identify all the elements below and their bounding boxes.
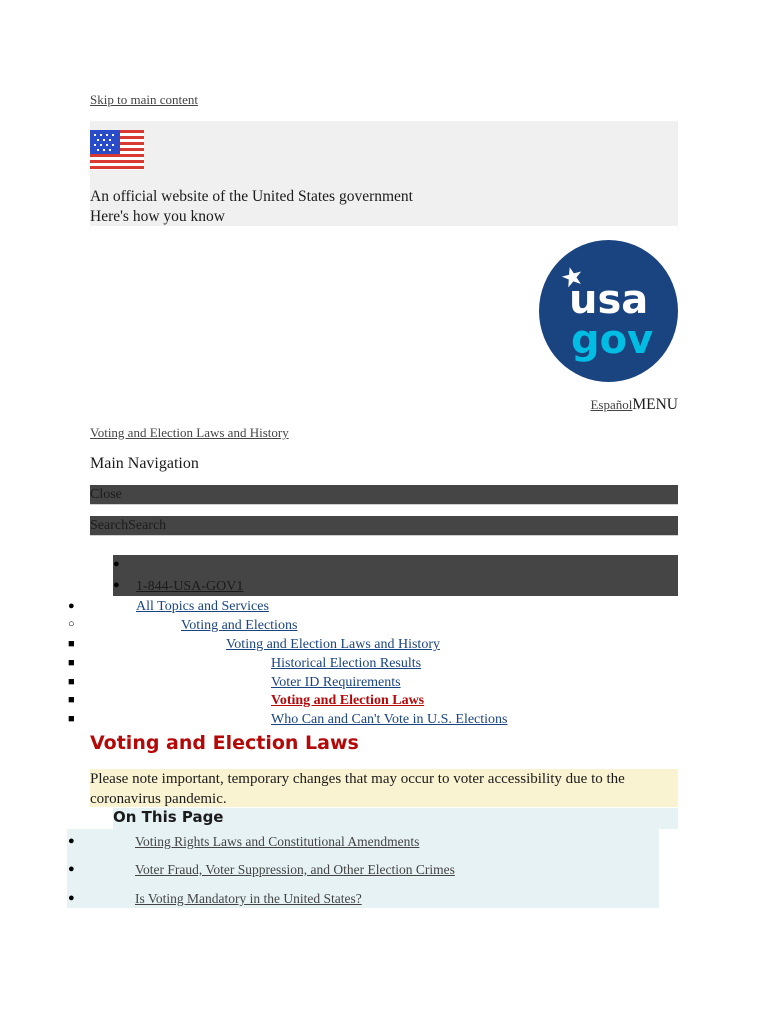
list-bullet: ■ [68,713,75,725]
nav-who-can-vote[interactable]: Who Can and Can't Vote in U.S. Elections [271,712,508,727]
logo-gov-text: gov [571,317,654,363]
nav-voting-and-elections[interactable]: Voting and Elections [181,618,298,633]
official-site-text: An official website of the United States government [90,188,413,205]
page-title: Voting and Election Laws [90,732,359,754]
search-button[interactable]: SearchSearch [90,516,678,535]
header-links [590,396,678,414]
list-bullet: ■ [68,676,75,688]
toc-link-voter-fraud[interactable]: Voter Fraud, Voter Suppression, and Other Election Crimes [135,862,455,877]
on-this-page-heading: On This Page [113,808,678,829]
list-bullet: ● [113,579,120,591]
gov-banner [90,121,678,226]
phone-link[interactable]: 1-844-USA-GOV1 [136,579,244,594]
menu-button[interactable]: MENU [632,396,678,413]
list-bullet: ● [68,892,75,904]
nav-historical-results[interactable]: Historical Election Results [271,656,422,671]
usagov-logo-mark [539,240,678,382]
toc-link-voting-rights[interactable]: Voting Rights Laws and Constitutional Amendments [135,834,420,849]
divider [90,535,678,536]
breadcrumb[interactable]: Voting and Election Laws and History [90,425,289,440]
main-navigation-heading: Main Navigation [90,455,199,472]
divider [90,504,678,505]
nav-all-topics[interactable]: All Topics and Services [136,599,269,614]
nav-voting-laws-history[interactable]: Voting and Election Laws and History [226,637,440,652]
logo-usa-text: usa [569,277,649,323]
usagov-logo[interactable] [539,240,678,382]
skip-to-main-link[interactable]: Skip to main content [90,92,198,107]
close-button[interactable]: Close [90,485,678,504]
list-bullet: ■ [68,694,75,706]
on-this-page-list [67,829,659,908]
nav-voting-election-laws-current[interactable]: Voting and Election Laws [271,693,425,708]
list-bullet: ■ [68,657,75,669]
nav-voter-id[interactable]: Voter ID Requirements [271,675,401,690]
list-bullet: ● [68,863,75,875]
covid-notice: Please note important, temporary changes that may occur to voter accessibility due to the coronavirus pandemic. [90,769,678,807]
espanol-link[interactable]: Español [590,397,633,412]
list-bullet: ● [68,600,75,612]
banner-text [90,187,413,227]
us-flag-icon [90,130,144,170]
list-bullet: ● [68,835,75,847]
list-bullet: ● [113,558,120,570]
how-you-know-text[interactable]: Here's how you know [90,208,225,225]
list-bullet: ○ [68,618,75,630]
toc-link-mandatory-voting[interactable]: Is Voting Mandatory in the United States? [135,891,362,906]
list-bullet: ■ [68,638,75,650]
